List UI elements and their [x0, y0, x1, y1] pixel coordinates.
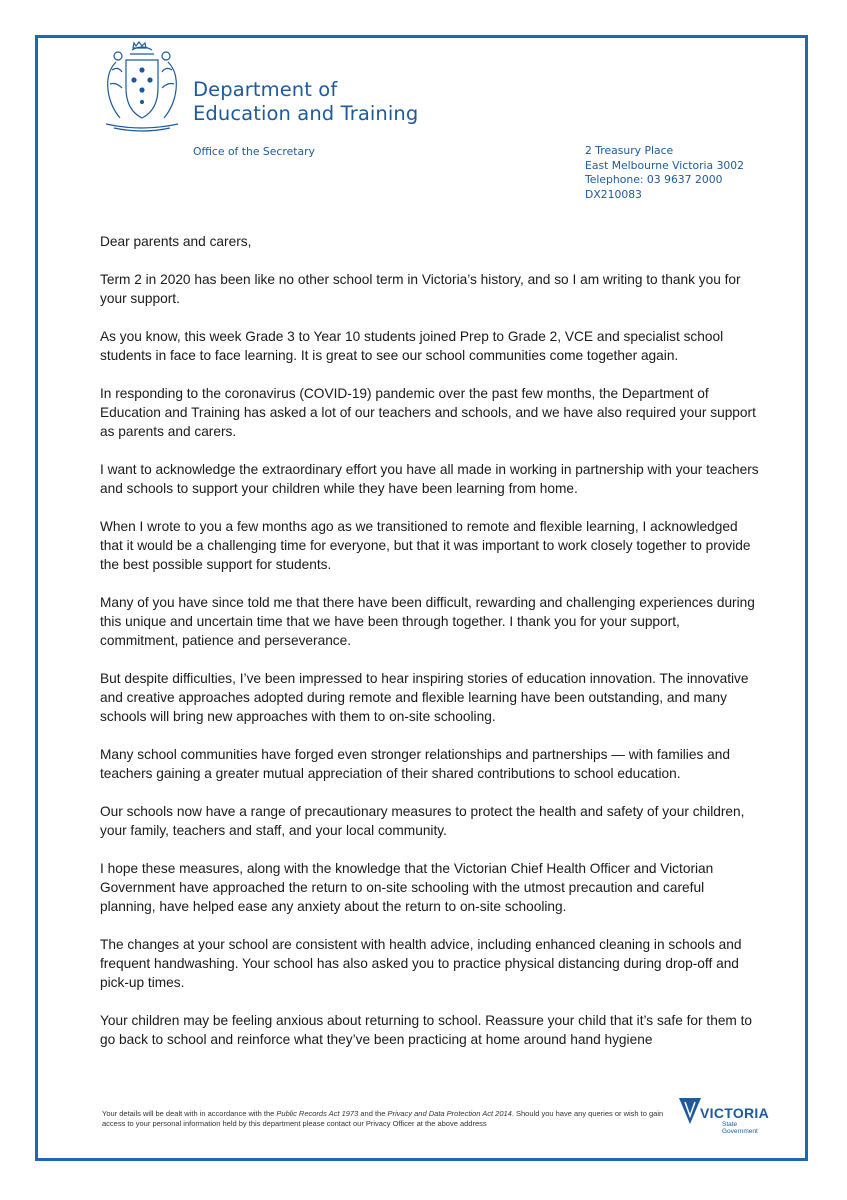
- privacy-footnote: [102, 1109, 667, 1129]
- greeting: Dear parents and carers,: [100, 234, 252, 249]
- paragraph: Many of you have since told me that there have been difficult, rewarding and challenging experiences during this unique and uncertain time that we have been through together. I thank you for your support, commitment, patience and perseverance.: [100, 595, 755, 648]
- paragraph: Our schools now have a range of precautionary measures to protect the health and safety of your children, your family, teachers and staff, and your local community.: [100, 804, 745, 838]
- logo-sub-line: State: [722, 1121, 738, 1128]
- paragraph: Many school communities have forged even stronger relationships and partnerships — with families and teachers gaining a greater mutual appreciation of their shared contributions to school education.: [100, 747, 730, 781]
- state-government-label: [722, 1121, 758, 1135]
- act-title: Public Records Act 1973: [276, 1109, 359, 1118]
- letter-body: [100, 232, 760, 1068]
- dx-line: DX210083: [585, 187, 642, 201]
- paragraph: In responding to the coronavirus (COVID-19) pandemic over the past few months, the Department of Education and Training has asked a lot of our teachers and schools, and we have also required your support as parents and carers.: [100, 386, 756, 439]
- telephone-line: Telephone: 03 9637 2000: [585, 173, 723, 186]
- department-name-line1: Department of: [193, 78, 338, 101]
- paragraph: But despite difficulties, I’ve been impressed to hear inspiring stories of education innovation. The innovative and creative approaches adopted during remote and flexible learning have been outstanding, and many schools will bring new approaches with them to on-site schooling.: [100, 671, 749, 724]
- act-title: Privacy and Data Protection Act 2014: [387, 1109, 512, 1118]
- victoria-logo-word: VICTORIA: [700, 1105, 770, 1121]
- department-name: [193, 78, 418, 126]
- paragraph: When I wrote to you a few months ago as we transitioned to remote and flexible learning, I acknowledged that it would be a challenging time for everyone, but that it was important to work closely together to provide the best possible support for students.: [100, 519, 751, 572]
- paragraph: The changes at your school are consistent with health advice, including enhanced cleaning in schools and frequent handwashing. Your school has also asked you to practice physical distancing during drop-off and pick-up times.: [100, 937, 742, 990]
- coat-of-arms-icon: [96, 40, 188, 134]
- footnote-text: . Should you have any queries or wish to gain access to your personal information held by this department please contact our Privacy Officer at the above address: [102, 1109, 664, 1128]
- footnote-text: and the: [358, 1109, 388, 1118]
- footnote-text: Your details will be dealt with in accordance with the: [102, 1109, 277, 1118]
- address-line: East Melbourne Victoria 3002: [585, 158, 745, 172]
- paragraph: Term 2 in 2020 has been like no other school term in Victoria’s history, and so I am writing to thank you for your support.: [100, 272, 741, 306]
- paragraph: I hope these measures, along with the knowledge that the Victorian Chief Health Officer and Victorian Government have approached the return to on-site schooling with the utmost precaution and careful planning, have helped ease any anxiety about the return to on-site schooling.: [100, 861, 714, 914]
- office-name: Office of the Secretary: [193, 145, 315, 158]
- department-name-line2: Education and Training: [193, 102, 419, 125]
- paragraph: Your children may be feeling anxious about returning to school. Reassure your child that it’s safe for them to go back to school and reinforce what they’ve been practicing at home around hand hygiene: [100, 1013, 753, 1047]
- paragraph: As you know, this week Grade 3 to Year 10 students joined Prep to Grade 2, VCE and specialist school students in face to face learning. It is great to see our school communities come together again.: [100, 329, 724, 363]
- address-block: [585, 144, 744, 202]
- address-line: 2 Treasury Place: [585, 144, 674, 157]
- logo-sub-line: Government: [722, 1128, 758, 1135]
- paragraph: I want to acknowledge the extraordinary effort you have all made in working in partnership with your teachers and schools to support your children while they have been learning from home.: [100, 462, 759, 496]
